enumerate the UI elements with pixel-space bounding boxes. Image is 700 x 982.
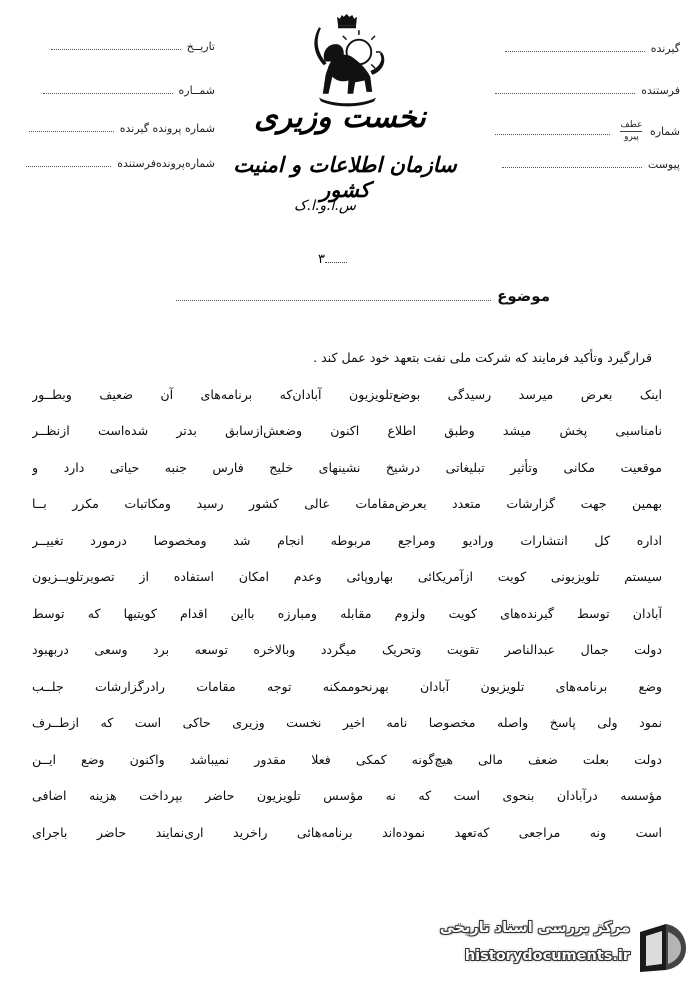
subject-label: موضوع [497,287,550,305]
body-line: موقعیت مکانی وتأثیر تبلیغاتی درشیخ نشینهای خلیج فارس جنبه حیاتی دارد و [32,459,662,475]
number-label: شمــاره [178,84,215,97]
header-left-fields [20,36,215,176]
organization-code: س.ا.و.ا.ک [294,198,356,214]
recipient-file-number-label: شماره پرونده گیرنده [119,122,215,135]
body-line: مؤسسه درآبادان بنحوی است که نه مؤسس تلویزیون حاضر بپرداخت هزینه اضافی [32,788,662,803]
reference-type-top: عطف [620,120,643,130]
sender-label: فرستنده [641,84,680,97]
sender-field [495,84,680,97]
body-line: دولت بعلت ضعف مالی هیچ‌گونه کمکی فعلا مقدور نمیباشد واکنون وضع ایــن [32,751,662,767]
header-right-fields [480,36,680,176]
reference-type-box [620,120,642,143]
letter-body [32,340,662,851]
recipient-file-number-field [29,122,215,135]
date-field [51,40,215,53]
ministry-title: نخست وزیری [254,100,426,135]
recipient-field [505,42,680,55]
watermark-title: مرکز بررسی اسناد تاریخی [439,920,630,936]
sender-file-number-label: شماره‌پرونده‌فرستنده [117,157,215,170]
body-line: بهمین جهت گزارشات متعدد بعرض‌مقامات عالی کشور رسید ومکاتبات مکرر بــا [32,496,662,511]
reference-type-bottom: پیرو [624,132,639,142]
watermark [412,918,692,978]
lion-and-sun-emblem-icon [300,14,395,109]
body-line: نامناسبی پخش میشد وطبق اطلاع اکنون وضعش‌ازسابق بدتر شده‌است ازنظــر [32,423,662,438]
reference-number-field [495,120,680,143]
sender-file-number-field [26,157,215,170]
body-line: آبادان توسط گیرنده‌های کویت ولزوم مقابله ومبارزه بااین اقدام کویتیها که توسط [32,605,662,621]
number-field [43,84,215,97]
body-line: اینک بعرض میرسد رسیدگی بوضع‌تلویزیون آبادان‌که برنامه‌های آن ضعیف وبطــور [32,386,662,402]
attachment-field [502,158,680,171]
archive-logo-icon [636,922,690,974]
watermark-url: historydocuments.ir [464,948,630,964]
subject-line [150,286,550,305]
reference-number-label: شماره [649,124,680,138]
body-line: سیستم تلویزیونی کویت ازآمریکائی بهاروپائی وعدم امکان استفاده از تصویرتلویــزیون [32,569,662,584]
body-line: نمود ولی پاسخ واصله مخصوصا نامه اخیر نخست وزیری حاکی است که ازطــرف [32,715,662,730]
body-line: است ونه مراجعی که‌تعهد نموده‌اند برنامه‌هائی راخرید اری‌نمایند حاضر باجرای [32,824,662,840]
body-line: وضع برنامه‌های تلویزیون آبادان بهرنحوممکنه توجه مقامات رادرگزارشات جلــب [32,678,662,694]
body-line: دولت جمال عبدالناصر تقویت وتحریک میگردد وبالاخره توسعه برد وسعی دربهبود [32,642,662,657]
body-line: اداره کل انتشارات ورادیو ومراجع مربوطه انجام شد ومخصوصا درمورد تغییــر [32,532,662,548]
page-number-value: ۳ [318,252,325,267]
attachment-label: پیوست [647,158,680,171]
date-label: تاریــخ [186,40,215,53]
page-number [318,252,350,267]
organization-title: سازمان اطلاعات و امنیت کشور [233,152,457,202]
body-line: قرارگیرد وتأکید فرمایند که شرکت ملی نفت بتعهد خود عمل کند . [313,350,652,365]
recipient-label: گیرنده [650,42,680,55]
